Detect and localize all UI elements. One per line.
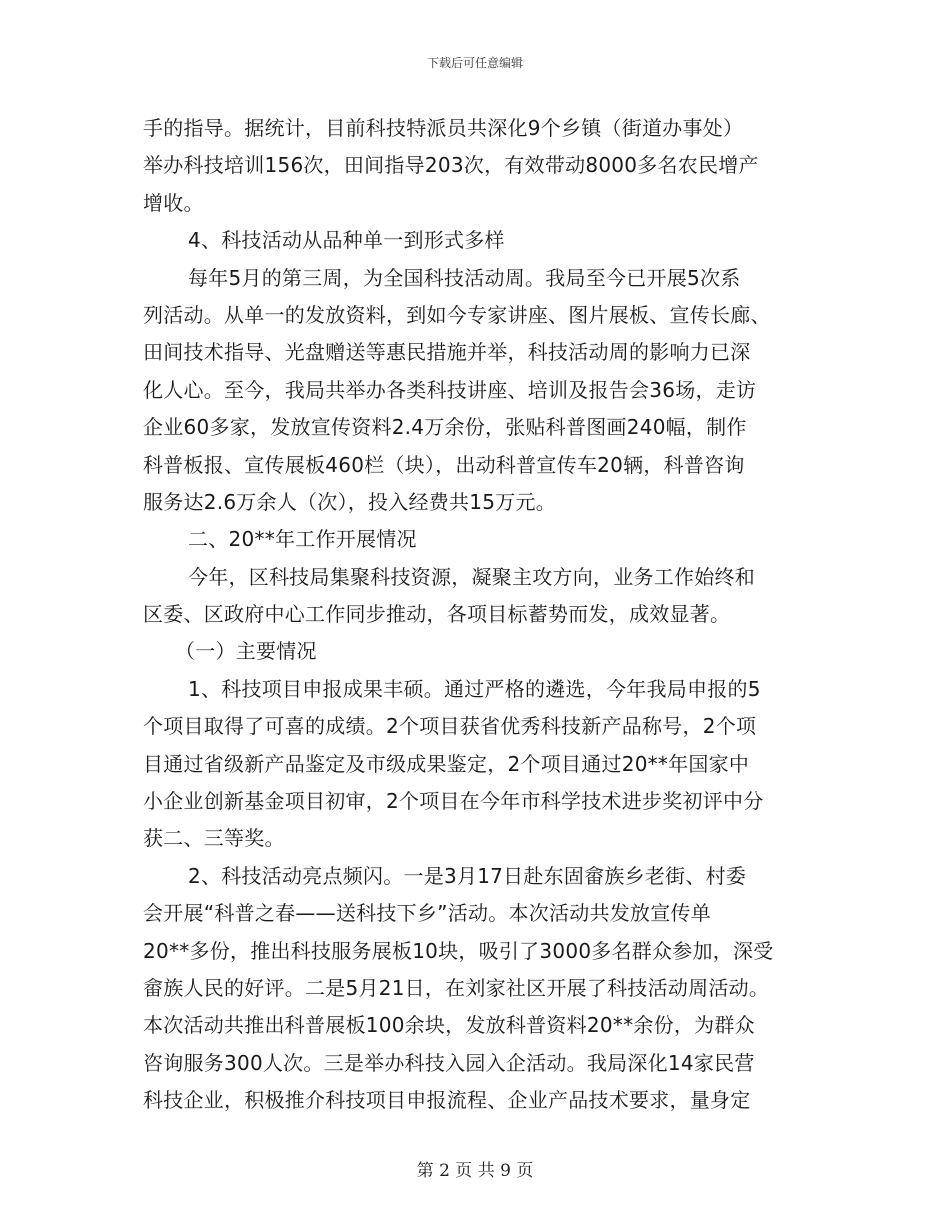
paragraph-line: 2、科技活动亮点频闪。一是3月17日赴东固畲族乡老街、村委 — [188, 863, 747, 888]
page-header: 下载后可任意编辑 — [426, 56, 523, 70]
paragraph-line: 咨询服务300人次。三是举办科技入园入企活动。我局深化14家民营 — [143, 1050, 755, 1075]
page-footer: 第 2 页 共 9 页 — [416, 1161, 534, 1181]
paragraph-line: 列活动。从单一的发放资料，到如今专家讲座、图片展板、宣传长廊、 — [143, 302, 771, 327]
subsection-heading: （一）主要情况 — [175, 639, 317, 664]
paragraph-line: 畲族人民的好评。二是5月21日，在刘家社区开展了科技活动周活动。 — [143, 975, 770, 1000]
paragraph-line: 个项目取得了可喜的成绩。2个项目获省优秀科技新产品称号，2个项 — [143, 714, 757, 739]
section-heading: 二、20**年工作开展情况 — [188, 527, 417, 552]
paragraph-line: 每年5月的第三周，为全国科技活动周。我局至今已开展5次系 — [188, 265, 741, 290]
paragraph-line: 举办科技培训156次，田间指导203次，有效带动8000多名农民增产 — [143, 153, 759, 178]
paragraph-line: 目通过省级新产品鉴定及市级成果鉴定，2个项目通过20**年国家中 — [143, 751, 750, 776]
paragraph-line: 化人心。至今，我局共举办各类科技讲座、培训及报告会36场，走访 — [143, 377, 757, 402]
paragraph-line: 区委、区政府中心工作同步推动，各项目标蓄势而发，成效显著。 — [143, 602, 731, 627]
paragraph-line: 手的指导。据统计，目前科技特派员共深化9个乡镇（街道办事处） — [143, 116, 744, 140]
paragraph-line: 20**多份，推出科技服务展板10块，吸引了3000多名群众参加，深受 — [143, 938, 774, 963]
paragraph-line: 获二、三等奖。 — [143, 826, 285, 851]
paragraph-line: 今年，区科技局集聚科技资源，凝聚主攻方向，业务工作始终和 — [188, 564, 755, 589]
paragraph-line: 科普板报、宣传展板460栏（块），出动科普宣传车20辆，科普咨询 — [143, 452, 745, 477]
paragraph-line: 企业60多家，发放宣传资料2.4万余份，张贴科普图画240幅，制作 — [143, 415, 747, 440]
paragraph-line: 田间技术指导、光盘赠送等惠民措施并举，科技活动周的影响力已深 — [143, 340, 751, 365]
paragraph-line: 1、科技项目申报成果丰硕。通过严格的遴选，今年我局申报的5 — [188, 676, 761, 701]
paragraph-line: 增收。 — [143, 190, 204, 215]
paragraph-line: 服务达2.6万余人（次），投入经费共15万元。 — [143, 489, 557, 514]
paragraph-line: 会开展“科普之春——送科技下乡”活动。本次活动共发放宣传单 — [143, 901, 711, 926]
paragraph-line: 本次活动共推出科普展板100余块，发放科普资料20**余份，为群众 — [143, 1013, 755, 1038]
paragraph-line: 小企业创新基金项目初审，2个项目在今年市科学技术进步奖初评中分 — [143, 789, 764, 814]
paragraph-line: 科技企业，积极推介科技项目申报流程、企业产品技术要求，量身定 — [143, 1088, 751, 1113]
document-body — [143, 110, 811, 1120]
section-heading: 4、科技活动从品种单一到形式多样 — [188, 228, 505, 253]
